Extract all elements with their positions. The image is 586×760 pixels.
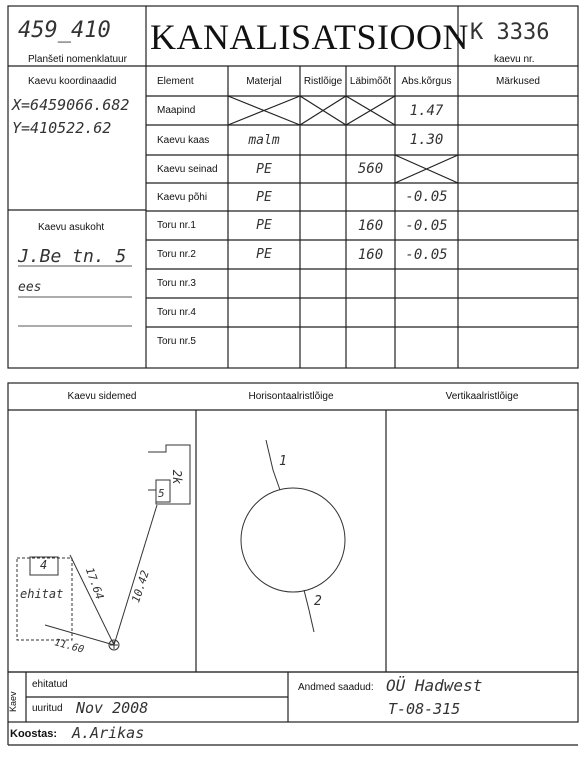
row-material-value: PE	[256, 218, 272, 233]
building-right-extra: 5	[158, 487, 165, 500]
row-abs-value: -0.05	[405, 217, 448, 234]
source-value-2: T-08-315	[388, 700, 461, 718]
sketch-drawing	[17, 445, 190, 650]
author-value: A.Arikas	[72, 724, 145, 742]
distance-label-2: 10.42	[129, 568, 152, 605]
row-abs-value: -0.05	[405, 189, 448, 205]
row-abs-value: -0.05	[405, 246, 448, 263]
horizontal-section-drawing	[241, 440, 345, 632]
renovated-label: uuritud	[32, 703, 63, 714]
horizontal-section-header: Horisontaalristlõige	[248, 391, 334, 402]
row-diameter-value: 560	[357, 161, 384, 177]
row-element-label: Toru nr.3	[157, 278, 196, 289]
well-number-value: K 3336	[470, 20, 550, 45]
page-title: KANALISATSIOON	[150, 17, 469, 57]
source-label: Andmed saadud:	[298, 682, 374, 693]
row-abs-value: 1.30	[409, 132, 444, 148]
source-value-1: OÜ Hadwest	[386, 676, 483, 695]
header-notes: Märkused	[496, 75, 540, 87]
vertical-section-header: Vertikaalristlõige	[445, 391, 519, 402]
row-element-label: Toru nr.1	[157, 220, 196, 231]
building-right-floors: 2k	[170, 469, 185, 485]
row-element-label: Toru nr.4	[157, 307, 196, 318]
well-connections-header: Kaevu sidemed	[67, 391, 137, 402]
location-line1: J.Be tn. 5	[18, 246, 127, 267]
distance-label-1: 17.64	[82, 565, 107, 602]
nomenclature-value: 459_410	[18, 18, 111, 43]
location-label: Kaevu asukoht	[38, 222, 105, 233]
row-material-value: malm	[248, 132, 280, 148]
header-abs-height: Abs.kõrgus	[401, 75, 452, 87]
pipe-label-2: 2	[314, 594, 322, 609]
row-element-label: Toru nr.2	[157, 249, 196, 260]
row-abs-value: 1.47	[409, 102, 444, 119]
row-material-value: PE	[256, 161, 272, 177]
header-element: Element	[157, 75, 194, 87]
row-element-label: Maapind	[157, 105, 196, 116]
built-label: ehitatud	[32, 679, 68, 690]
distance-label-3: 11.60	[53, 637, 86, 656]
coords-label: Kaevu koordinaadid	[28, 76, 117, 87]
building-left-name: ehitat	[20, 587, 64, 601]
well-number-label: kaevu nr.	[494, 54, 535, 65]
header-material: Materjal	[246, 75, 282, 87]
footer-side-label: Kaev	[8, 691, 18, 712]
header-diameter: Läbimõõt	[349, 75, 392, 87]
header-cross-section: Ristlõige	[303, 75, 343, 87]
row-element-label: Kaevu seinad	[157, 163, 218, 175]
row-element-label: Kaevu kaas	[157, 134, 210, 146]
nomenclature-label: Planšeti nomenklatuur	[28, 54, 127, 65]
building-left-floors: 4	[40, 558, 48, 572]
row-diameter-value: 160	[357, 246, 384, 263]
pipe-label-1: 1	[279, 454, 287, 469]
author-label: Koostas:	[10, 728, 58, 740]
row-material-value: PE	[256, 247, 272, 262]
coord-x: X=6459066.682	[12, 96, 130, 114]
row-material-value: PE	[256, 189, 272, 205]
row-element-label: Toru nr.5	[157, 336, 196, 347]
row-element-label: Kaevu põhi	[157, 191, 208, 203]
row-diameter-value: 160	[357, 217, 384, 234]
location-line2: ees	[18, 280, 42, 295]
renovated-value: Nov 2008	[76, 699, 149, 717]
coord-y: Y=410522.62	[12, 119, 112, 137]
